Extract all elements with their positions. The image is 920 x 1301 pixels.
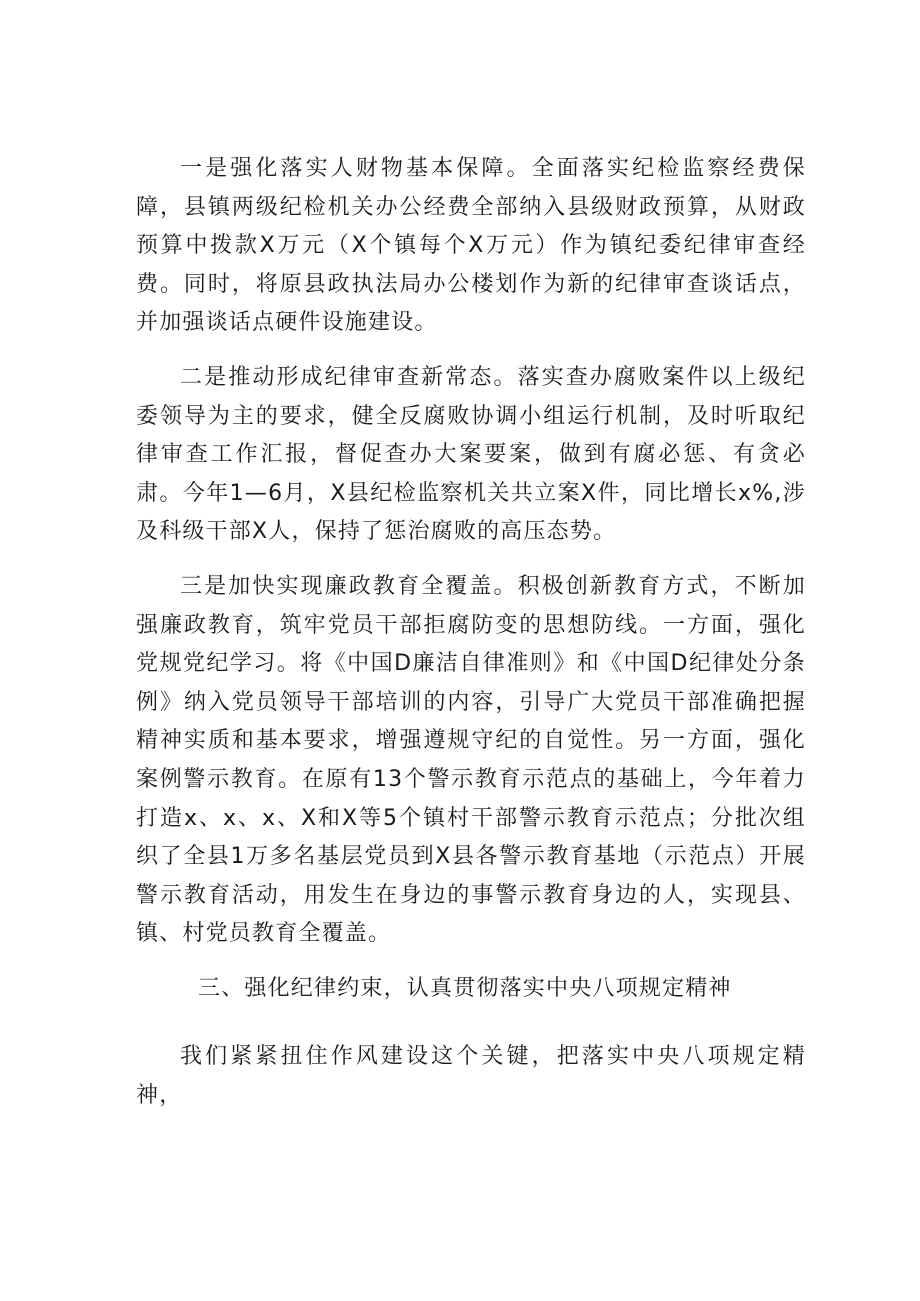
section-heading: 三、强化纪律约束，认真贯彻落实中央八项规定精神 bbox=[198, 975, 732, 1001]
paragraph-style-building: 我们紧紧扭住作风建设这个关键，把落实中央八项规定精神， bbox=[136, 1044, 806, 1109]
document-body bbox=[136, 150, 806, 1116]
paragraph-integrity-education-coverage: 三是加快实现廉政教育全覆盖。积极创新教育方式，不断加强廉政教育，筑牢党员干部拒腐防变的思想防线。一方面，强化党规党纪学习。将《中国D廉洁自律准则》和《中国D纪律处分条例》纳入党员领导干部培训的内容，引导广大党员干部准确把握精神实质和基本要求，增强遵规守纪的自觉性。另一方面，强化案例警示教育。在原有13个警示教育示范点的基础上，今年着力打造x、x、x、X和X等5个镇村干部警示教育示范点；分批次组织了全县1万多名基层党员到X县各警示教育基地（示范点）开展警示教育活动，用发生在身边的事警示教育身边的人，实现县、镇、村党员教育全覆盖。 bbox=[136, 573, 806, 947]
paragraph-discipline-review-normalization: 二是推动形成纪律审查新常态。落实查办腐败案件以上级纪委领导为主的要求，健全反腐败协调小组运行机制，及时听取纪律审查工作汇报，督促查办大案要案，做到有腐必惩、有贪必肃。今年1—6月，X县纪检监察机关共立案X件，同比增长x%,涉及科级干部X人，保持了惩治腐败的高压态势。 bbox=[136, 364, 806, 545]
paragraph-personnel-funding-guarantee: 一是强化落实人财物基本保障。全面落实纪检监察经费保障，县镇两级纪检机关办公经费全部纳入县级财政预算，从财政预算中拨款X万元（X个镇每个X万元）作为镇纪委纪律审查经费。同时，将原县政执法局办公楼划作为新的纪律审查谈话点，并加强谈话点硬件设施建设。 bbox=[136, 156, 806, 336]
